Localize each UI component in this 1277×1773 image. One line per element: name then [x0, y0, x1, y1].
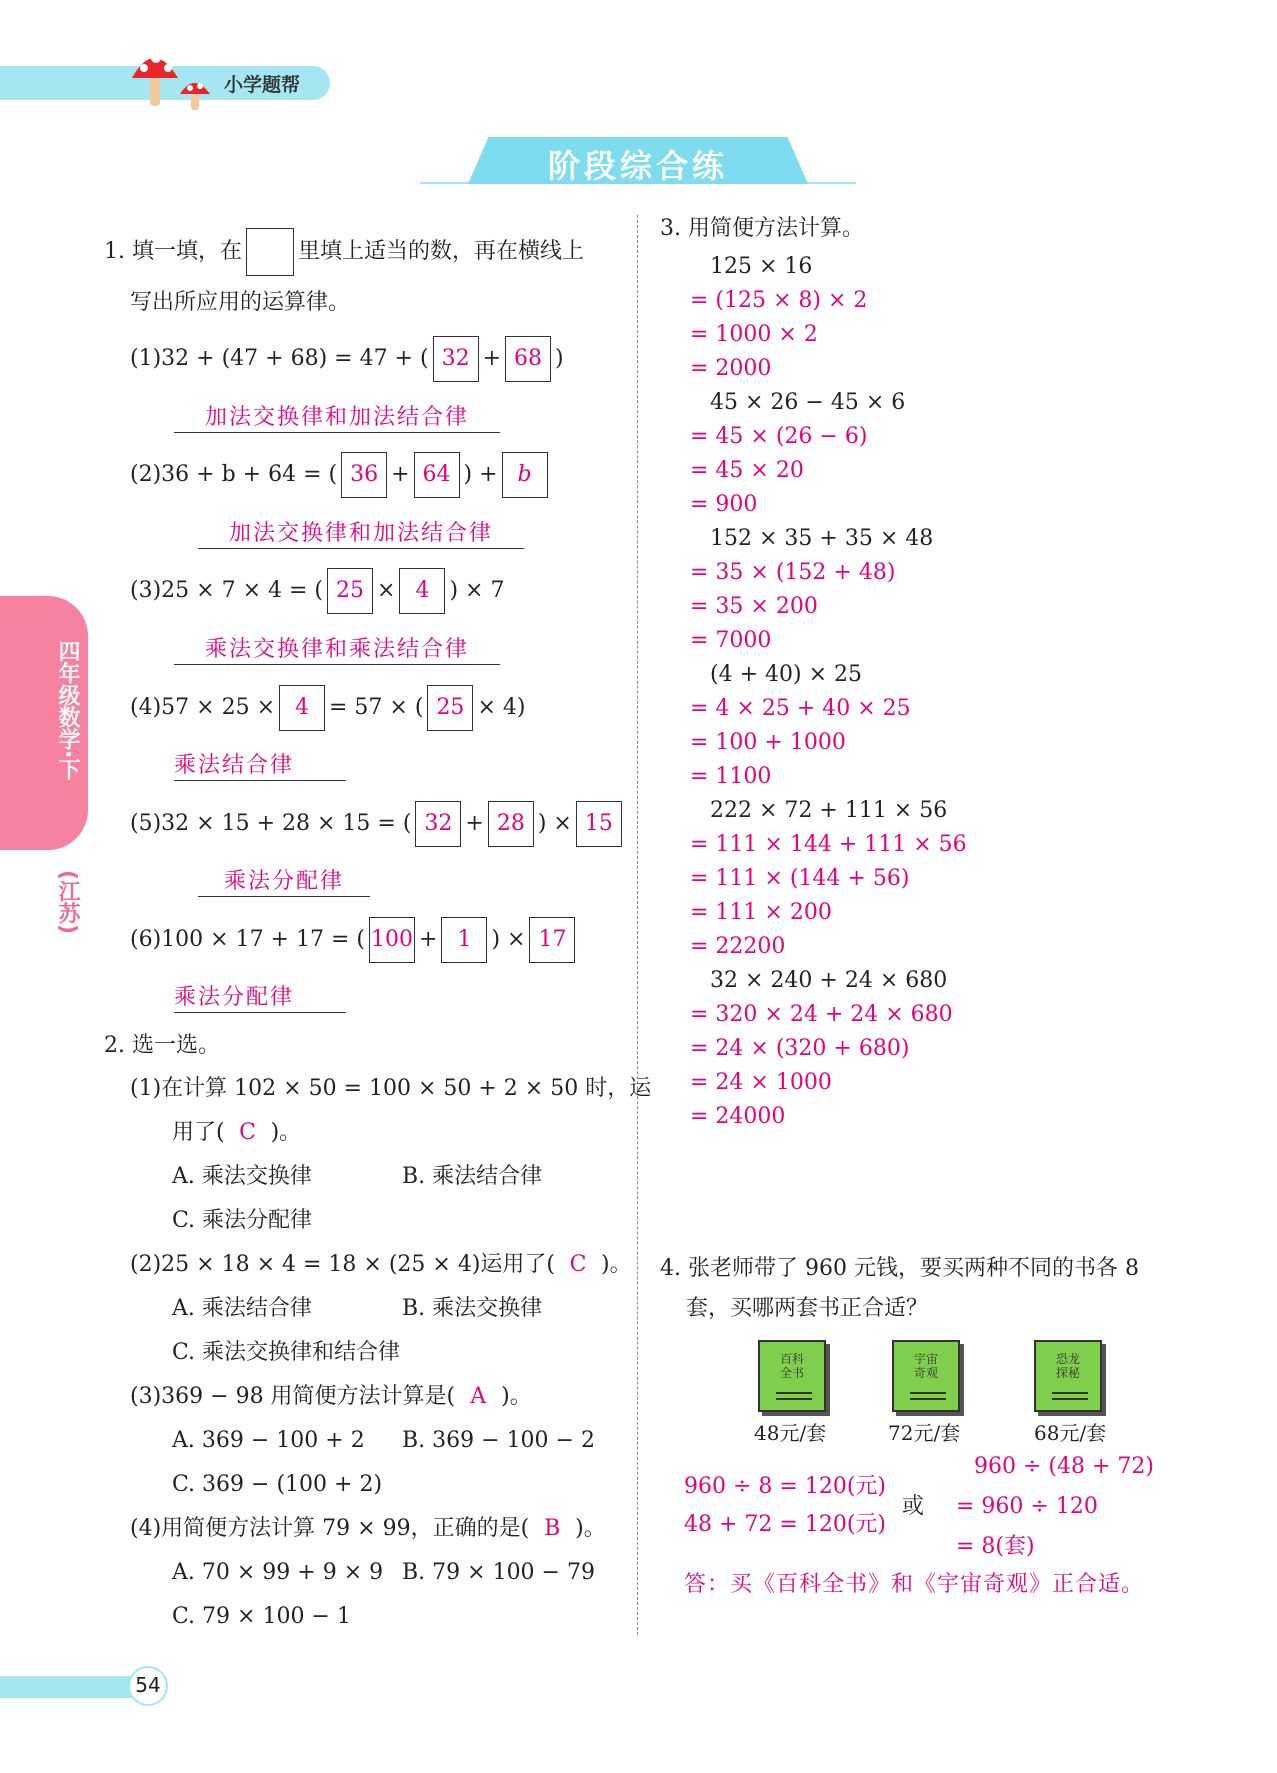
calc-step: = 1000 × 2 [690, 322, 818, 347]
side-tab-grade: 四年级数学·下 [55, 640, 80, 781]
calc-expression: 222 × 72 + 111 × 56 [710, 798, 948, 823]
calc-expression: 32 × 240 + 24 × 680 [710, 968, 948, 993]
answer-box[interactable]: 64 [414, 452, 460, 498]
calc-group-4 [690, 658, 1110, 794]
calc-step: = 35 × (152 + 48) [690, 560, 896, 585]
q2-item-1-option-a: A. 乘法交换律 [172, 1164, 312, 1189]
q1-law-2: 加法交换律和加法结合律 [198, 520, 524, 549]
calc-group-6 [690, 964, 1110, 1134]
calc-step: = 7000 [690, 628, 772, 653]
calc-step: = 22200 [690, 934, 786, 959]
q2-item-4-line1: (4)用简便方法计算 79 × 99，正确的是( B )。 [130, 1516, 606, 1541]
book-encyclopedia-image [758, 1340, 826, 1412]
q1-item-6: (6)100 × 17 + 17 = ( 100 + 1 ) × 17 [130, 917, 579, 963]
q2-item-1-option-b: B. 乘法结合律 [402, 1164, 543, 1189]
q2-item-3-option-a: A. 369 − 100 + 2 [172, 1428, 365, 1453]
q1-law-4: 乘法结合律 [174, 752, 346, 781]
mushroom-logo [128, 44, 228, 114]
answer-box[interactable]: 28 [488, 801, 534, 847]
answer-box[interactable]: 4 [399, 568, 445, 614]
calc-expression: 152 × 35 + 35 × 48 [710, 526, 934, 551]
book-universe-image [892, 1340, 960, 1412]
q2-item-1-line2: 用了( C )。 [172, 1120, 302, 1145]
q1-item-1: (1)32 + (47 + 68) = 47 + ( 32 + 68 ) [130, 336, 564, 382]
q4-method2-line2: = 960 ÷ 120 [956, 1494, 1098, 1519]
choice-answer[interactable]: C [239, 1120, 257, 1145]
calc-step: = (125 × 8) × 2 [690, 288, 868, 313]
q2-item-3-line1: (3)369 − 98 用简便方法计算是( A )。 [130, 1384, 532, 1409]
book-price: 72元/套 [888, 1421, 961, 1445]
q1-item-2: (2)36 + b + 64 = ( 36 + 64 ) + b [130, 452, 552, 498]
q4-stem-line1: 4. 张老师带了 960 元钱，要买两种不同的书各 8 [660, 1256, 1139, 1281]
q2-item-3-option-b: B. 369 − 100 − 2 [402, 1428, 595, 1453]
q4-stem-line2: 套，买哪两套书正合适？ [686, 1296, 929, 1321]
q1-item-3: (3)25 × 7 × 4 = ( 25 × 4 ) × 7 [130, 568, 504, 614]
answer-box[interactable]: 100 [369, 917, 415, 963]
calc-expression: 125 × 16 [710, 254, 813, 279]
calc-step: = 24000 [690, 1104, 786, 1129]
q1-stem-line2: 写出所应用的运算律。 [130, 290, 351, 315]
book-cover-title: 恐龙探秘 [1055, 1352, 1080, 1380]
calc-step: = 24 × (320 + 680) [690, 1036, 910, 1061]
choice-answer[interactable]: B [544, 1516, 561, 1541]
answer-box[interactable]: 36 [341, 452, 387, 498]
calc-step: = 24 × 1000 [690, 1070, 832, 1095]
answer-box[interactable]: 25 [327, 568, 373, 614]
book-dinosaur-image [1034, 1340, 1102, 1412]
book-price: 68元/套 [1034, 1421, 1107, 1445]
calc-step: = 1100 [690, 764, 772, 789]
calc-step: = 35 × 200 [690, 594, 818, 619]
column-divider [637, 215, 638, 1635]
calc-group-3 [690, 522, 1110, 658]
answer-box[interactable]: b [502, 452, 548, 498]
section-title: 阶段综合练 [547, 147, 728, 185]
calc-group-2 [690, 386, 1110, 522]
choice-answer[interactable]: A [470, 1384, 487, 1409]
q2-item-4-option-c: C. 79 × 100 − 1 [172, 1604, 351, 1629]
calc-step: = 45 × 20 [690, 458, 804, 483]
calc-step: = 111 × (144 + 56) [690, 866, 910, 891]
answer-box[interactable]: 32 [433, 336, 479, 382]
q1-item-5: (5)32 × 15 + 28 × 15 = ( 32 + 28 ) × 15 [130, 801, 626, 847]
book-cover-title: 百科全书 [779, 1352, 804, 1380]
book-cover-title: 宇宙奇观 [913, 1352, 938, 1380]
q4-method2-line1: 960 ÷ (48 + 72) [974, 1454, 1154, 1479]
q4-method1-line1: 960 ÷ 8 = 120(元) [684, 1474, 886, 1499]
answer-box[interactable]: 32 [415, 801, 461, 847]
side-tab-region: (江苏) [55, 870, 80, 935]
calc-group-5 [690, 794, 1110, 964]
calc-step: = 320 × 24 + 24 × 680 [690, 1002, 953, 1027]
answer-box[interactable]: 1 [441, 917, 487, 963]
q4-or: 或 [902, 1494, 925, 1519]
book-price: 48元/套 [754, 1421, 827, 1445]
answer-box[interactable]: 4 [279, 685, 325, 731]
choice-answer[interactable]: C [569, 1252, 587, 1277]
q1-law-5: 乘法分配律 [198, 868, 370, 897]
answer-box[interactable]: 15 [576, 801, 622, 847]
q2-item-1-option-c: C. 乘法分配律 [172, 1208, 313, 1233]
calc-step: = 45 × (26 − 6) [690, 424, 868, 449]
calc-step: = 4 × 25 + 40 × 25 [690, 696, 911, 721]
page-number: 54 [135, 1673, 161, 1697]
q2-item-4-option-b: B. 79 × 100 − 79 [402, 1560, 595, 1585]
q1-law-6: 乘法分配律 [174, 984, 346, 1013]
calc-step: = 100 + 1000 [690, 730, 846, 755]
footer-band [0, 1676, 140, 1698]
answer-box[interactable]: 68 [505, 336, 551, 382]
q2-item-3-option-c: C. 369 − (100 + 2) [172, 1472, 383, 1497]
brand-text: 小学题帮 [224, 74, 301, 96]
q1-law-3: 乘法交换律和乘法结合律 [174, 636, 500, 665]
calc-step: = 900 [690, 492, 758, 517]
calc-step: = 2000 [690, 356, 772, 381]
q1-law-1: 加法交换律和加法结合律 [174, 404, 500, 433]
q2-stem: 2. 选一选。 [104, 1033, 220, 1058]
answer-box[interactable]: 25 [427, 685, 473, 731]
q1-item-4: (4)57 × 25 × 4 = 57 × ( 25 × 4) [130, 685, 525, 731]
calc-group-1 [690, 250, 1110, 386]
calc-step: = 111 × 144 + 111 × 56 [690, 832, 967, 857]
q3-stem: 3. 用简便方法计算。 [660, 216, 864, 241]
calc-expression: 45 × 26 − 45 × 6 [710, 390, 906, 415]
q1-stem-line1: 1. 填一填，在 里填上适当的数，再在横线上 [104, 228, 584, 276]
q4-method1-line2: 48 + 72 = 120(元) [684, 1512, 886, 1537]
q2-item-2-option-a: A. 乘法结合律 [172, 1296, 312, 1321]
q2-item-2-line1: (2)25 × 18 × 4 = 18 × (25 × 4)运用了( C )。 [130, 1252, 632, 1277]
answer-box[interactable]: 17 [529, 917, 575, 963]
q2-item-2-option-c: C. 乘法交换律和结合律 [172, 1340, 401, 1365]
q4-answer: 答：买《百科全书》和《宇宙奇观》正合适。 [684, 1572, 1145, 1597]
q3-calculations [690, 250, 1110, 1134]
q4-method2-line3: = 8(套) [956, 1534, 1035, 1559]
calc-step: = 111 × 200 [690, 900, 832, 925]
q2-item-2-option-b: B. 乘法交换律 [402, 1296, 543, 1321]
calc-expression: (4 + 40) × 25 [710, 662, 862, 687]
q2-item-1-line1: (1)在计算 102 × 50 = 100 × 50 + 2 × 50 时，运 [130, 1076, 652, 1101]
q2-item-4-option-a: A. 70 × 99 + 9 × 9 [172, 1560, 384, 1585]
q1-stem-box [246, 228, 294, 276]
